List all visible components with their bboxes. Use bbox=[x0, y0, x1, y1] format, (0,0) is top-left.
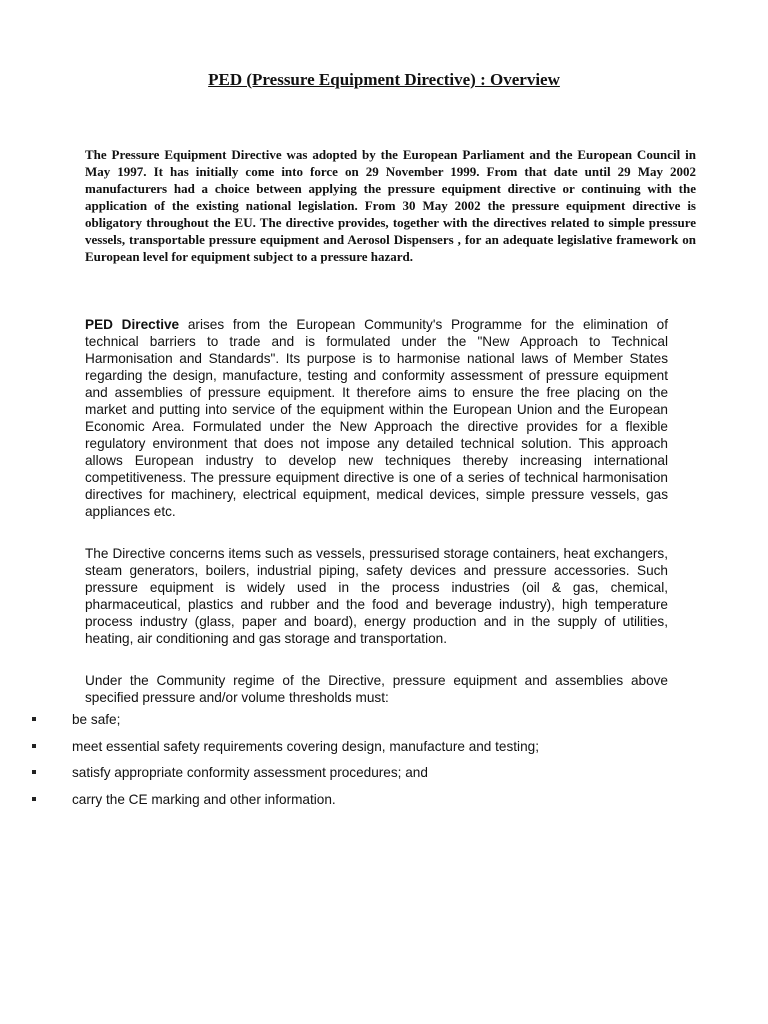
page-title: PED (Pressure Equipment Directive) : Overview bbox=[208, 70, 560, 89]
bullet-icon bbox=[32, 744, 36, 748]
paragraph-lead: PED Directive bbox=[85, 317, 180, 332]
list-item-text: satisfy appropriate conformity assessment procedures; and bbox=[72, 765, 428, 780]
bullet-icon bbox=[32, 717, 36, 721]
list-item-text: meet essential safety requirements covering design, manufacture and testing; bbox=[72, 738, 539, 754]
requirements-paragraph: Under the Community regime of the Directive, pressure equipment and assemblies above specified pressure and/or volume thresholds must: bbox=[85, 673, 668, 705]
scope-paragraph: The Directive concerns items such as vessels, pressurised storage containers, heat exchangers, steam generators, boilers, industrial piping, safety devices and pressure accessories. Such pressure equipment is widely used in the process industries (oil & gas, chemical, pharmaceutical, plastics and rubber and the food and beverage industry), high temperature process industry (glass, paper and board), energy production and in the supply of utilities, heating, air conditioning and gas storage and transportation. bbox=[85, 546, 668, 646]
ped-directive-paragraph bbox=[85, 316, 668, 520]
intro-paragraph: The Pressure Equipment Directive was adopted by the European Parliament and the European Council in May 1997. It has initially come into force on 29 November 1999. From that date until 29 May 2002 manufacturers had a choice between applying the pressure equipment directive or continuing with the application of the existing national legislation. From 30 May 2002 the pressure equipment directive is obligatory throughout the EU. The directive provides, together with the directives related to simple pressure vessels, transportable pressure equipment and Aerosol Dispensers , for an adequate legislative framework on European level for equipment subject to a pressure hazard. bbox=[85, 147, 696, 264]
paragraph-text: arises from the European Community's Programme for the elimination of technical barriers to trade and is formulated under the "New Approach to Technical Harmonisation and Standards". Its purpose is to harmonise national laws of Member States regarding the design, manufacture, testing and conformity assessment of pressure equipment and assemblies of pressure equipment. It therefore aims to ensure the free placing on the market and putting into service of the equipment within the European Union and the European Economic Area. Formulated under the New Approach the directive provides for a flexible regulatory environment that does not impose any detailed technical solution. This approach allows European industry to develop new techniques thereby increasing international competitiveness. The pressure equipment directive is one of a series of technical harmonisation directives for machinery, electrical equipment, medical devices, simple pressure vessels, gas appliances etc. bbox=[85, 317, 669, 519]
list-item-text: carry the CE marking and other information. bbox=[72, 791, 336, 807]
bullet-icon bbox=[32, 770, 36, 774]
bullet-icon bbox=[32, 797, 36, 801]
list-item-text: be safe; bbox=[72, 712, 121, 727]
